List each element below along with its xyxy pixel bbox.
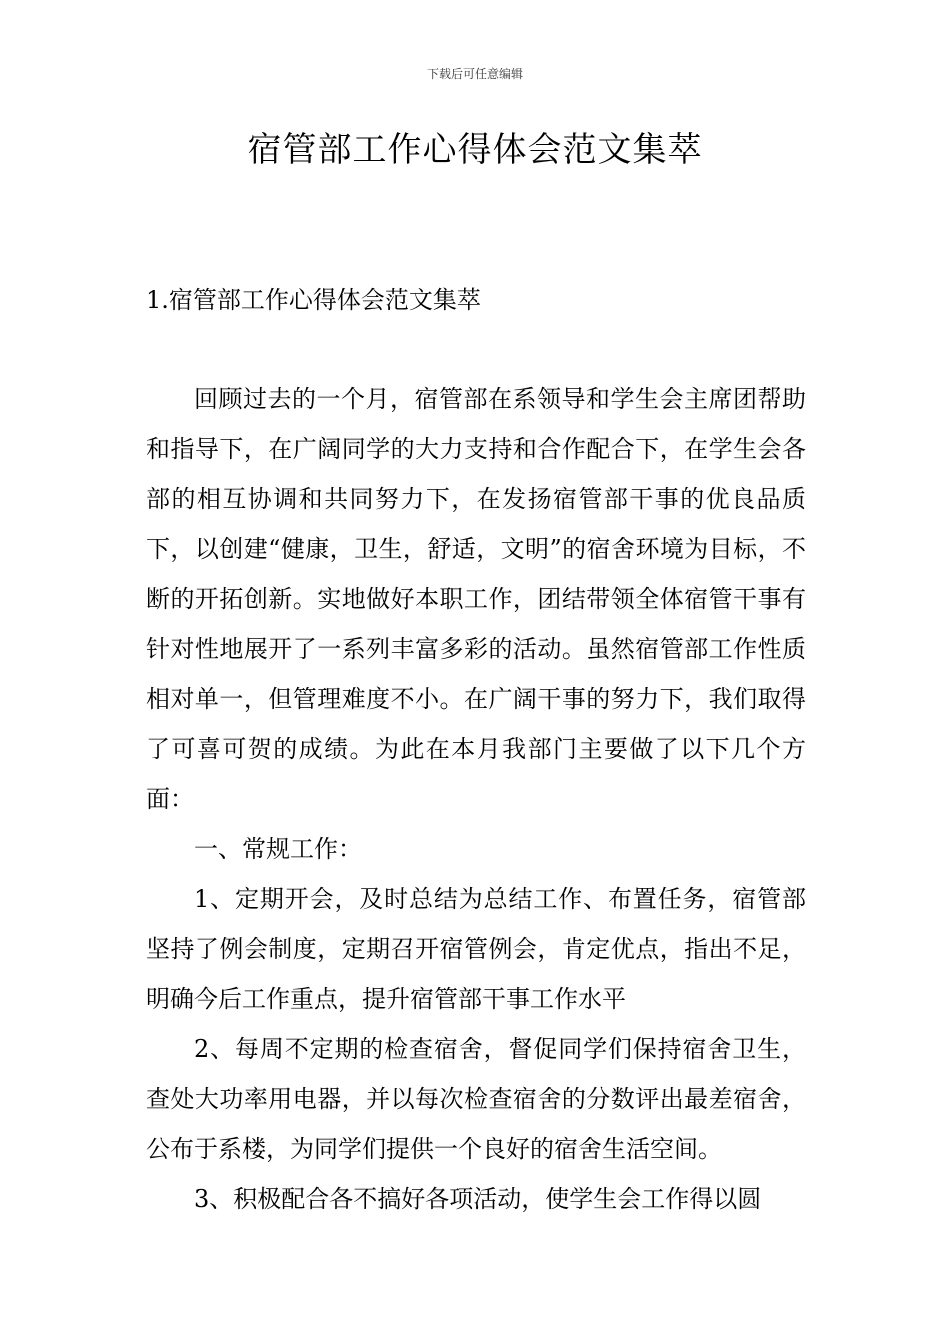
section-heading: 1.宿管部工作心得体会范文集萃 (146, 286, 481, 314)
header-note: 下载后可任意编辑 (426, 67, 523, 81)
document-title: 宿管部工作心得体会范文集萃 (247, 130, 703, 170)
paragraph-item-2: 2、每周不定期的检查宿舍，督促同学们保持宿舍卫生，查处大功率用电器，并以每次检查宿舍的分数评出最差宿舍，公布于系楼，为同学们提供一个良好的宿舍生活空间。 (146, 1035, 806, 1163)
paragraph-routine-heading: 一、常规工作： (194, 835, 362, 863)
document-body (146, 374, 806, 1224)
paragraph-item-3: 3、积极配合各不搞好各项活动，使学生会工作得以圆 (194, 1185, 762, 1213)
paragraph-intro: 回顾过去的一个月，宿管部在系领导和学生会主席团帮助和指导下，在广阔同学的大力支持和合作配合下，在学生会各部的相互协调和共同努力下，在发扬宿管部干事的优良品质下，以创建“健康，卫生，舒适，文明”的宿舍环境为目标，不断的开拓创新。实地做好本职工作，团结带领全体宿管干事有针对性地展开了一系列丰富多彩的活动。虽然宿管部工作性质相对单一，但管理难度不小。在广阔干事的努力下，我们取得了可喜可贺的成绩。为此在本月我部门主要做了以下几个方面： (146, 385, 806, 813)
paragraph-item-1: 1、定期开会，及时总结为总结工作、布置任务，宿管部坚持了例会制度，定期召开宿管例会，肯定优点，指出不足，明确今后工作重点，提升宿管部干事工作水平 (146, 885, 806, 1013)
